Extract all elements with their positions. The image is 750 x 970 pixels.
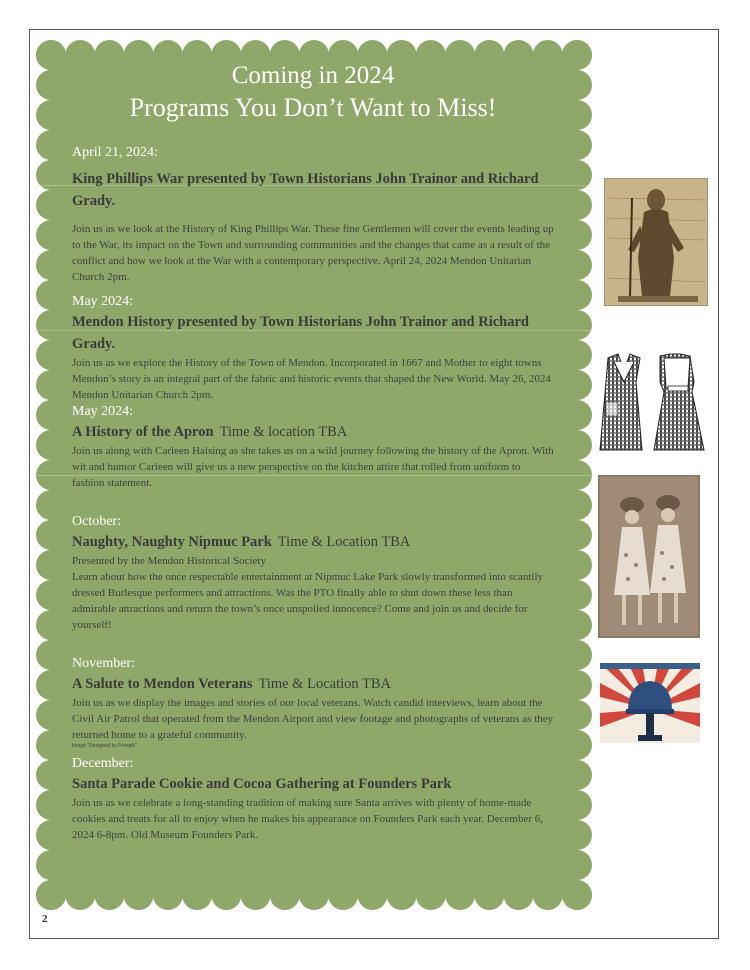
scallop-edge: [474, 880, 504, 910]
program-title: King Phillips War presented by Town Historians John Trainor and Richard Grady.: [72, 171, 539, 209]
scallop-edge: [504, 880, 534, 910]
program-presenter: Presented by the Mendon Historical Society: [72, 555, 266, 567]
scallop-edge: [36, 430, 66, 460]
program-entry: [72, 755, 554, 843]
program-time-location: Time & location TBA: [219, 424, 348, 440]
scallop-edge: [36, 400, 66, 430]
program-title-row: [72, 421, 554, 443]
scallop-edge: [562, 760, 592, 790]
scallop-edge: [124, 880, 154, 910]
scallop-edge: [562, 820, 592, 850]
scallop-edge: [36, 310, 66, 340]
image-credit: Image "Designed by Freepik": [72, 743, 137, 749]
program-date: November:: [72, 656, 135, 671]
scallop-edge: [36, 520, 66, 550]
program-date: May 2024:: [72, 294, 134, 309]
program-time-location: Time & Location TBA: [258, 676, 391, 692]
program-title: A History of the Apron: [72, 424, 214, 440]
scallop-edge: [562, 850, 592, 880]
program-time-location: Time & Location TBA: [277, 534, 411, 550]
scallop-edge: [562, 640, 592, 670]
scallop-edge: [416, 880, 446, 910]
scallop-edge: [65, 880, 95, 910]
scallop-edge: [36, 370, 66, 400]
program-date: May 2024:: [72, 404, 134, 419]
scallop-edge: [36, 580, 66, 610]
scallop-edge: [36, 340, 66, 370]
scallop-edge: [445, 880, 475, 910]
scallop-edge: [36, 610, 66, 640]
program-title: A Salute to Mendon Veterans: [72, 676, 253, 692]
scallop-edge: [36, 190, 66, 220]
program-description: Join us as we display the images and stories of our local veterans. Watch candid interviews, learn about the Civil Air Patrol that operated from the Mendon Airport and view footage and photographs of veterans as they returned home to a grateful community.: [72, 697, 554, 741]
scallop-edge: [562, 580, 592, 610]
scallop-edge: [328, 880, 358, 910]
scallop-edge: [562, 400, 592, 430]
program-description: Join us as we explore the History of the Town of Mendon. Incorporated in 1667 and Mother to eight towns Mendon’s story is an integral part of the fabric and historic events that shaped the New World. May 26, 2024 Mendon Unitarian Church 2pm.: [72, 357, 551, 401]
scallop-edge: [562, 670, 592, 700]
program-title-row: [72, 531, 554, 553]
program-title: Naughty, Naughty Nipmuc Park: [72, 534, 272, 550]
scallop-edge: [387, 880, 417, 910]
scallop-edge: [36, 820, 66, 850]
page-number: 2: [42, 913, 48, 925]
program-title: Santa Parade Cookie and Cocoa Gathering at Founders Park: [72, 776, 452, 792]
scallop-edge: [36, 730, 66, 760]
program-date: December:: [72, 756, 134, 771]
scallop-edge: [153, 880, 183, 910]
scallop-edge: [562, 220, 592, 250]
program-description: Learn about how the once respectable entertainment at Nipmuc Lake Park slowly transformed into scantily dressed Burlesque performers and attractions. Was the PTO finally able to shut down these less than admirable attractions and return the town’s once unspoiled innocence? Come and join us and decide for yourself!: [72, 571, 544, 631]
scallop-edge: [562, 730, 592, 760]
scallop-edge: [562, 190, 592, 220]
scallop-edge: [562, 40, 592, 70]
veterans-image: [600, 663, 700, 743]
scallop-edge: [562, 280, 592, 310]
scallop-edge: [36, 550, 66, 580]
scallop-edge: [211, 880, 241, 910]
program-entry: [72, 293, 554, 403]
scallop-edge: [36, 790, 66, 820]
program-title-row: [72, 673, 554, 695]
scallop-edge: [36, 700, 66, 730]
scallop-edge: [533, 880, 563, 910]
scallop-edge: [36, 280, 66, 310]
scallop-edge: [36, 490, 66, 520]
scallop-edge: [36, 220, 66, 250]
scallop-edge: [562, 370, 592, 400]
scallop-edge: [36, 850, 66, 880]
scallop-edge: [562, 880, 592, 910]
scallop-edge: [94, 880, 124, 910]
scallop-edge: [562, 430, 592, 460]
scallop-edge: [182, 880, 212, 910]
scallop-edge: [36, 250, 66, 280]
scallop-edge: [36, 130, 66, 160]
program-date: October:: [72, 514, 121, 529]
scallop-edge: [241, 880, 271, 910]
program-entry: [72, 144, 554, 285]
scallop-edge: [562, 340, 592, 370]
scallop-edge: [36, 640, 66, 670]
title-line-2: Programs You Don’t Want to Miss!: [129, 93, 497, 122]
programs-content: [72, 60, 554, 843]
program-entry: [72, 655, 554, 750]
scallop-edge: [299, 880, 329, 910]
program-entry: [72, 513, 554, 633]
scallop-edge: [562, 700, 592, 730]
king-philip-image: [604, 178, 708, 306]
scallop-edge: [36, 40, 66, 70]
scallop-edge: [562, 520, 592, 550]
scallop-edge: [562, 130, 592, 160]
burlesque-image: [598, 475, 700, 638]
program-description: Join us as we celebrate a long-standing tradition of making sure Santa arrives with plenty of home-made cookies and treats for all to enjoy when he makes his appearance on Founders Park each year. December 6, 2024 6-8pm. Old Museum Founders Park.: [72, 797, 543, 841]
program-date: April 21, 2024:: [72, 145, 158, 160]
aprons-image: [596, 352, 710, 454]
scallop-edge: [357, 880, 387, 910]
program-description: Join us as we look at the History of King Phillips War. These fine Gentlemen will cover the events leading up to the War, its impact on the Town and surrounding communities and the changes that came as a result of the conflict and how we look at the War with a contemporary perspective. April 24, 2024 Mendon Unitarian Church 2pm.: [72, 223, 554, 283]
scallop-edge: [36, 760, 66, 790]
program-entry: [72, 403, 554, 491]
page-title: [72, 60, 554, 124]
scallop-edge: [562, 610, 592, 640]
scallop-edge: [562, 490, 592, 520]
title-line-1: Coming in 2024: [231, 62, 395, 89]
scallop-edge: [36, 670, 66, 700]
program-title: Mendon History presented by Town Historians John Trainor and Richard Grady.: [72, 314, 529, 352]
program-description: Join us along with Carleen Halsing as she takes us on a wild journey following the history of the Apron. With wit and humor Carleen will give us a new perspective on the kitchen attire that rolled from uniform to fashion statement.: [72, 445, 554, 489]
scallop-edge: [562, 250, 592, 280]
scallop-edge: [36, 880, 66, 910]
scallop-edge: [562, 550, 592, 580]
scallop-edge: [562, 310, 592, 340]
scallop-edge: [562, 790, 592, 820]
scallop-edge: [270, 880, 300, 910]
